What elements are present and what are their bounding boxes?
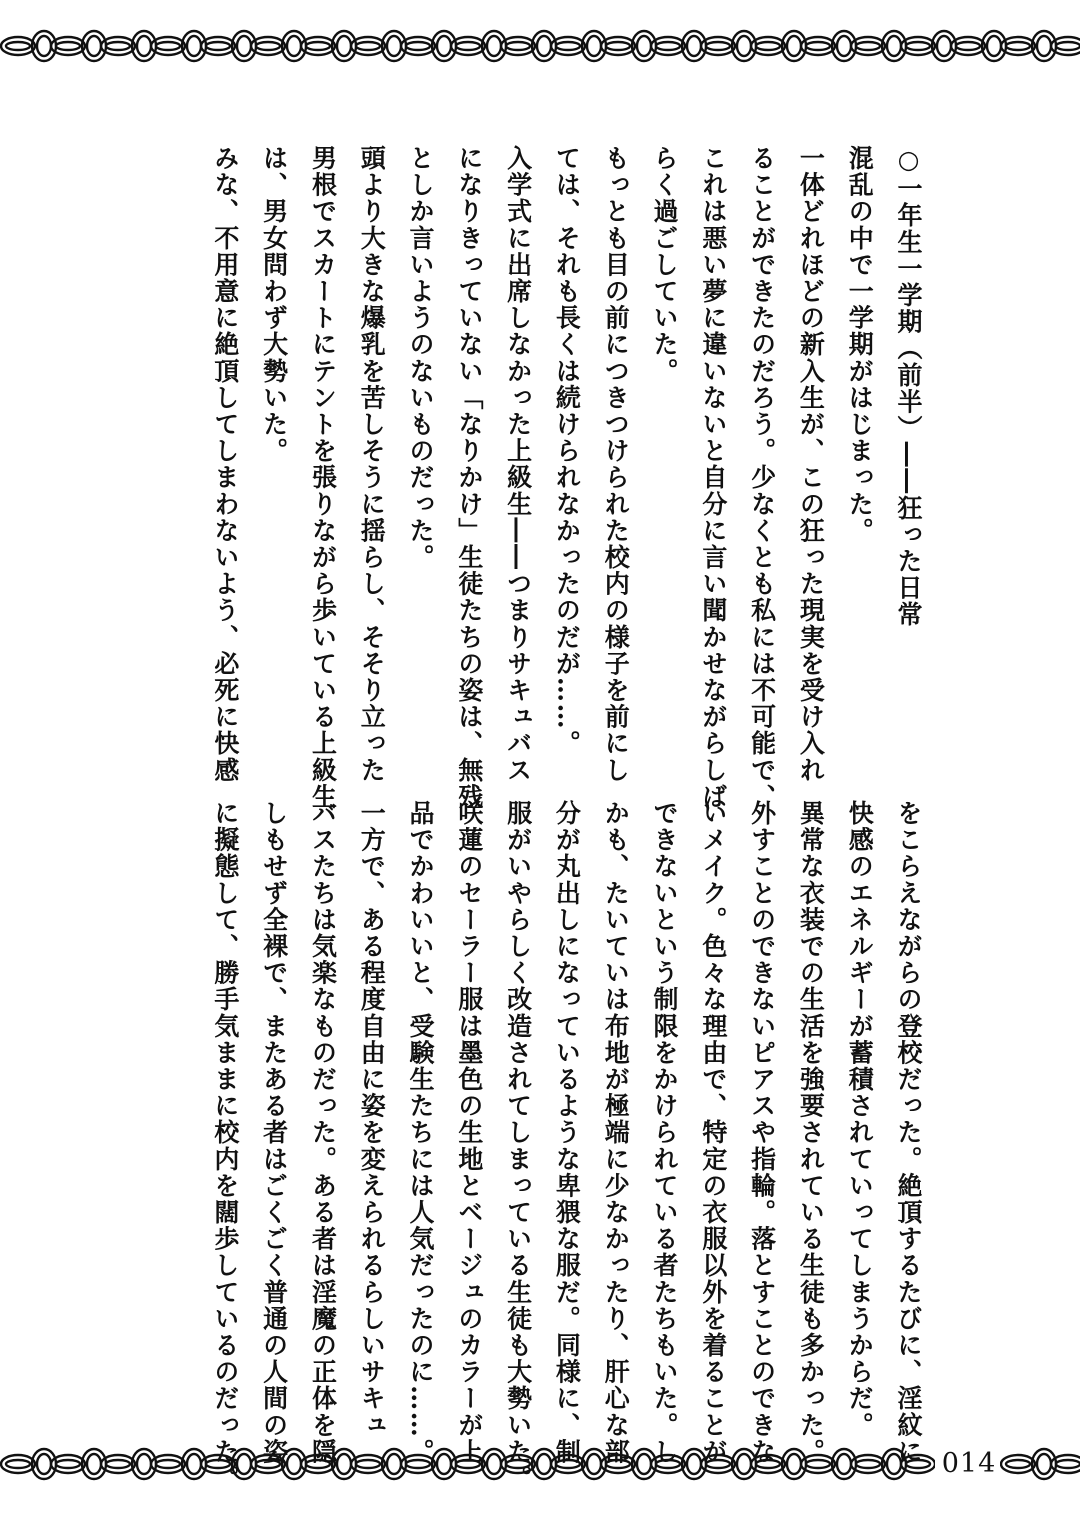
chain-link-inner: [706, 1460, 730, 1468]
chain-link-inner: [687, 1454, 701, 1474]
chain-link-inner: [356, 42, 380, 50]
chain-link-inner: [587, 36, 601, 56]
chain-link-inner: [137, 1454, 151, 1474]
lower-text-block: [152, 800, 932, 1492]
chain-link-inner: [756, 1460, 780, 1468]
chain-link-inner: [506, 1460, 530, 1468]
chain-link-inner: [737, 1454, 751, 1474]
chain-link-inner: [156, 42, 180, 50]
text-line: 頭より大きな爆乳を苦しそうに揺らし、そそり立った: [357, 145, 387, 784]
chain-link-inner: [256, 1460, 280, 1468]
chain-link-inner: [237, 36, 251, 56]
text-line: これは悪い夢に違いないと自分に言い聞かせながらしば: [698, 145, 728, 810]
text-line: をこらえながらの登校だった。絶頂するたびに、淫紋に: [894, 800, 923, 1465]
chain-border-tail-icon: [1000, 1440, 1080, 1488]
chain-link-inner: [637, 1454, 651, 1474]
chain-link-inner: [356, 1460, 380, 1468]
chain-link-inner: [387, 1454, 401, 1474]
text-line: らく過ごしていた。: [650, 145, 680, 385]
upper-text-block: [152, 145, 932, 810]
chain-link-inner: [556, 1460, 580, 1468]
text-line: 一体どれほどの新入生が、この狂った現実を受け入れ: [796, 145, 826, 784]
text-line: 異常な衣装での生活を強要されている生徒も多かった。: [796, 800, 826, 1465]
chain-link-inner: [1006, 1460, 1030, 1468]
chain-link-inner: [37, 1454, 51, 1474]
chain-link-inner: [887, 36, 901, 56]
chain-link-inner: [306, 42, 330, 50]
text-line: もっとも目の前につきつけられた校内の様子を前にし: [601, 145, 631, 784]
chain-link-inner: [737, 36, 751, 56]
text-line: 一方で、ある程度自由に姿を変えられるらしいサキュ: [357, 800, 387, 1439]
chain-link-inner: [406, 1460, 430, 1468]
text-line: できないという制限をかけられている者たちもいた。し: [650, 800, 680, 1465]
text-line: としか言いようのないものだった。: [406, 145, 436, 571]
text-line: 混乱の中で一学期がはじまった。: [845, 145, 875, 544]
text-line: 咲蓮のセーラー服は墨色の生地とベージュのカラーが上: [454, 800, 484, 1465]
chapter-heading: ○一年生一学期（前半）――狂った日常: [894, 145, 923, 628]
chain-link-inner: [487, 1454, 501, 1474]
chain-link-inner: [806, 1460, 830, 1468]
chain-link-inner: [887, 1454, 901, 1474]
chain-border-bottom-icon: [0, 1440, 935, 1488]
chain-link-inner: [606, 42, 630, 50]
chain-link-inner: [387, 36, 401, 56]
chain-link-inner: [806, 42, 830, 50]
chain-link-inner: [206, 42, 230, 50]
text-line: に擬態して、勝手気ままに校内を闊歩しているのだった。: [210, 800, 240, 1492]
chain-link-inner: [237, 1454, 251, 1474]
text-line: みな、不用意に絶頂してしまわないよう、必死に快感: [210, 145, 240, 784]
chain-link-inner: [1037, 1454, 1051, 1474]
chain-link-inner: [837, 1454, 851, 1474]
chain-link-inner: [906, 42, 930, 50]
chain-link-inner: [987, 36, 1001, 56]
chain-link-inner: [306, 1460, 330, 1468]
text-line: 外すことのできないピアスや指輪。落とすことのできな: [747, 800, 777, 1465]
chain-link-inner: [6, 1460, 30, 1468]
chain-link-inner: [56, 42, 80, 50]
text-line: ては、それも長くは続けられなかったのだが……。: [552, 145, 582, 757]
chain-border-top-icon: [0, 22, 1080, 70]
chain-link-inner: [556, 42, 580, 50]
chain-link-inner: [187, 1454, 201, 1474]
chain-link-inner: [906, 1460, 930, 1468]
chain-link-inner: [937, 36, 951, 56]
chain-link-inner: [787, 1454, 801, 1474]
text-line: 入学式に出席しなかった上級生――つまりサキュバス: [503, 145, 533, 784]
chain-link-inner: [756, 42, 780, 50]
chain-link-inner: [487, 36, 501, 56]
text-line: 服がいやらしく改造されてしまっている生徒も大勢いた。: [503, 800, 533, 1492]
chain-link-inner: [437, 1454, 451, 1474]
chain-link-inner: [206, 1460, 230, 1468]
text-line: 男根でスカートにテントを張りながら歩いている上級生: [308, 145, 338, 810]
chain-link-inner: [337, 1454, 351, 1474]
text-line: ることができたのだろう。少なくとも私には不可能で、: [747, 145, 777, 810]
chain-link-inner: [606, 1460, 630, 1468]
chain-link-inner: [406, 42, 430, 50]
chain-link-inner: [6, 42, 30, 50]
text-line: になりきっていない「なりかけ」生徒たちの姿は、無残: [454, 145, 484, 810]
text-line: バスたちは気楽なものだった。ある者は淫魔の正体を隠: [308, 800, 338, 1465]
chain-link-inner: [837, 36, 851, 56]
chain-link-inner: [56, 1460, 80, 1468]
text-line: は、男女問わず大勢いた。: [259, 145, 289, 465]
chain-link-inner: [287, 1454, 301, 1474]
text-line: 分が丸出しになっているような卑猥な服だ。同様に、制: [552, 800, 582, 1465]
text-line: しもせず全裸で、またある者はごくごく普通の人間の姿: [259, 800, 289, 1465]
chain-link-inner: [37, 36, 51, 56]
chain-link-inner: [456, 1460, 480, 1468]
chain-link-inner: [187, 36, 201, 56]
chain-link-inner: [1056, 42, 1080, 50]
text-line: 快感のエネルギーが蓄積されていってしまうからだ。: [845, 800, 875, 1439]
chain-link-inner: [656, 1460, 680, 1468]
chain-link-inner: [637, 36, 651, 56]
chain-link-inner: [706, 42, 730, 50]
text-line: 品でかわいいと、受験生たちには人気だったのに……。: [406, 800, 436, 1465]
chain-link-inner: [956, 42, 980, 50]
chain-link-inner: [656, 42, 680, 50]
chain-link-inner: [587, 1454, 601, 1474]
chain-link-inner: [537, 1454, 551, 1474]
text-line: いメイク。色々な理由で、特定の衣服以外を着ることが: [698, 800, 728, 1465]
chain-link-inner: [87, 1454, 101, 1474]
chain-link-inner: [856, 1460, 880, 1468]
chain-link-inner: [87, 36, 101, 56]
chain-link-inner: [787, 36, 801, 56]
chain-link-inner: [256, 42, 280, 50]
chain-link-inner: [287, 36, 301, 56]
chain-link-inner: [537, 36, 551, 56]
chain-link-inner: [156, 1460, 180, 1468]
chain-link-inner: [856, 42, 880, 50]
chain-link-inner: [437, 36, 451, 56]
chain-link-inner: [106, 42, 130, 50]
chain-link-inner: [137, 36, 151, 56]
chain-link-inner: [337, 36, 351, 56]
chain-link-inner: [506, 42, 530, 50]
chain-link-inner: [106, 1460, 130, 1468]
chain-link-inner: [456, 42, 480, 50]
chain-link-inner: [1056, 1460, 1080, 1468]
chain-link-inner: [1037, 36, 1051, 56]
chain-link-inner: [1006, 42, 1030, 50]
page-number: 014: [941, 1448, 997, 1479]
chain-link-inner: [687, 36, 701, 56]
text-line: かも、たいていは布地が極端に少なかったり、肝心な部: [601, 800, 631, 1465]
